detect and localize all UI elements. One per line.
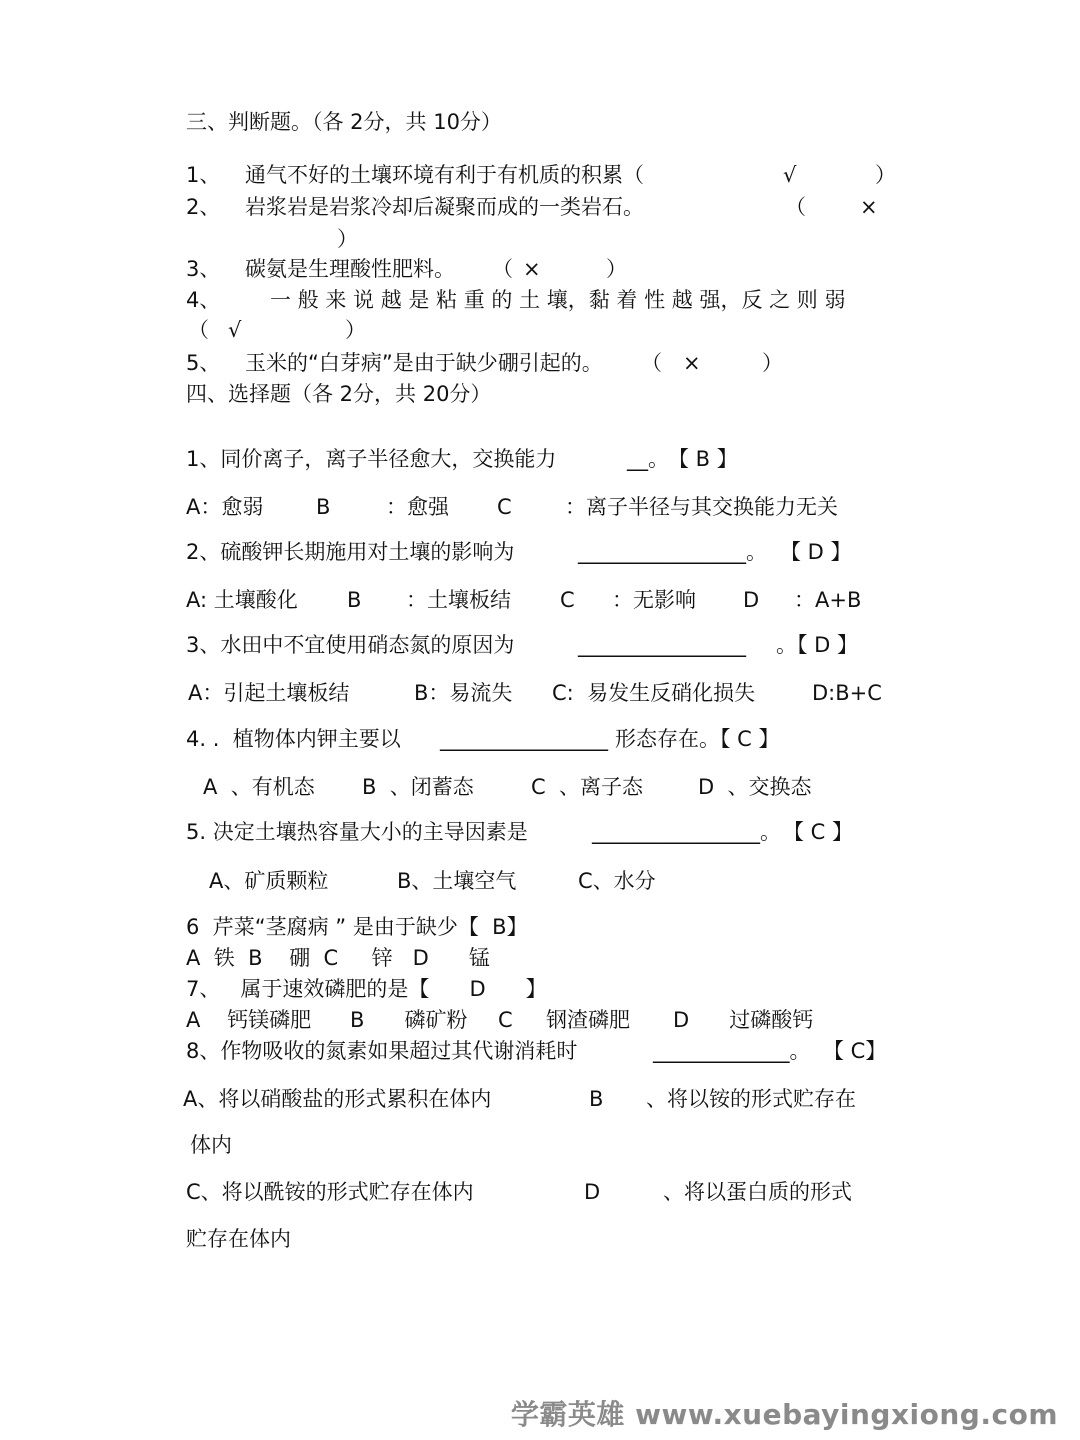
q4-8-blank: _____________。	[653, 1039, 811, 1063]
q4-7-option-b: B 磷矿粉	[350, 1008, 468, 1032]
q4-8-option-b-text: 、将以铵的形式贮存在	[646, 1087, 856, 1111]
q4-3-blank: ________________	[578, 633, 746, 657]
q4-4-option-c: C 、离子态	[531, 775, 644, 799]
q3-2-open: （	[785, 195, 806, 219]
q3-3-answer: ×	[523, 257, 541, 281]
q4-2-answer: 【 D 】	[780, 540, 852, 564]
q3-3-open: （	[492, 257, 513, 281]
q4-7-stem: 7、 属于速效磷肥的是【 D 】	[186, 977, 547, 1001]
q4-4-option-a: A 、有机态	[203, 775, 315, 799]
q4-2-option-c-letter: C	[560, 588, 575, 612]
q4-4-option-d: D 、交换态	[698, 775, 812, 799]
q4-8-option-d-text: 、将以蛋白质的形式	[663, 1180, 852, 1204]
q3-5-answer: ×	[683, 351, 701, 375]
q4-7-option-d: D 过磷酸钙	[673, 1008, 814, 1032]
q4-8-option-d-continuation: 贮存在体内	[186, 1227, 291, 1251]
q3-1-answer: √	[783, 163, 797, 187]
q3-2-close: ）	[337, 227, 358, 251]
q4-3-option-b: B：易流失	[414, 681, 513, 705]
q4-5-option-c: C、水分	[578, 869, 656, 893]
q4-2-stem: 2、硫酸钾长期施用对土壤的影响为	[186, 540, 515, 564]
q3-4-close: ）	[345, 318, 366, 342]
q3-3-close: ）	[606, 257, 627, 281]
q4-3-option-c: C: 易发生反硝化损失	[552, 681, 756, 705]
q4-5-option-a: A、矿质颗粒	[209, 869, 329, 893]
q4-5-option-b: B、土壤空气	[397, 869, 517, 893]
q4-3-option-a: A：引起土壤板结	[188, 681, 350, 705]
q4-2-blank: ________________。	[578, 540, 767, 564]
section4-heading: 四、选择题（各 2分，共 20分）	[186, 382, 492, 406]
q3-5-text: 玉米的“白芽病”是由于缺少硼引起的。	[245, 351, 603, 375]
q4-7-option-a: A 钙镁磷肥	[186, 1008, 312, 1032]
q4-2-option-b-letter: B	[347, 588, 362, 612]
q4-8-option-a: A、将以硝酸盐的形式累积在体内	[183, 1087, 492, 1111]
q4-1-answer: 【 B 】	[668, 447, 738, 471]
q4-5-stem: 5. 决定土壤热容量大小的主导因素是	[186, 820, 528, 844]
site-watermark: 学霸英雄 www.xuebayingxiong.com	[510, 1398, 1058, 1431]
q4-3-answer: 。【 D 】	[776, 633, 859, 657]
q4-2-option-d-letter: D	[743, 588, 760, 612]
q4-2-option-c-text: ：无影响	[612, 588, 696, 612]
q4-8-stem: 8、作物吸收的氮素如果超过其代谢消耗时	[186, 1039, 578, 1063]
q4-1-option-b-letter: B	[316, 495, 331, 519]
q4-1-option-b-text: ：愈强	[386, 495, 449, 519]
q4-3-option-d: D:B+C	[812, 681, 882, 705]
q4-5-answer: 【 C 】	[783, 820, 854, 844]
q4-1-option-a: A：愈弱	[186, 495, 264, 519]
q3-3-number: 3、	[186, 257, 221, 281]
q4-8-answer: 【 C】	[823, 1039, 887, 1063]
q3-4-number: 4、	[186, 288, 221, 312]
q4-4-suffix: 形态存在。【 C 】	[615, 727, 780, 751]
q4-6-options: A 铁 B 硼 C 锌 D 锰	[186, 946, 490, 970]
q4-5-blank: ________________。	[592, 820, 781, 844]
q3-5-close: ）	[762, 351, 783, 375]
q3-2-answer: ×	[860, 195, 878, 219]
q3-1-text: 通气不好的土壤环境有利于有机质的积累（	[245, 163, 644, 187]
q4-1-option-c-letter: C	[497, 495, 512, 519]
q4-8-option-b-continuation: 体内	[190, 1133, 232, 1157]
q4-1-blank: __。	[627, 447, 669, 471]
q4-4-option-b: B 、闭蓄态	[362, 775, 474, 799]
section3-heading: 三、判断题。（各 2分，共 10分）	[186, 110, 502, 134]
q4-7-option-c: C 钢渣磷肥	[498, 1008, 631, 1032]
q3-2-number: 2、	[186, 195, 221, 219]
q3-4-answer: √	[228, 318, 242, 342]
q4-1-option-c-text: ：离子半径与其交换能力无关	[565, 495, 838, 519]
q4-1-stem: 1、同价离子，离子半径愈大，交换能力	[186, 447, 557, 471]
q3-4-open: （	[188, 318, 209, 342]
q3-1-number: 1、	[186, 163, 221, 187]
q3-2-text: 岩浆岩是岩浆冷却后凝聚而成的一类岩石。	[245, 195, 644, 219]
q4-6-stem: 6 芹菜“茎腐病 ” 是由于缺少【 B】	[186, 915, 528, 939]
q3-4-text: 一 般 来 说 越 是 粘 重 的 土 壤，黏 着 性 越 强，反 之 则 弱	[270, 288, 846, 312]
q4-4-blank: ________________	[440, 727, 608, 751]
q3-5-open: （	[641, 351, 662, 375]
q4-8-option-b-letter: B	[589, 1087, 604, 1111]
q4-2-option-a: A: 土壤酸化	[186, 588, 298, 612]
q4-3-stem: 3、水田中不宜使用硝态氮的原因为	[186, 633, 515, 657]
q4-2-option-d-text: ：A+B	[794, 588, 862, 612]
q4-8-option-c: C、将以酰铵的形式贮存在体内	[186, 1180, 474, 1204]
q3-5-number: 5、	[186, 351, 221, 375]
q4-8-option-d-letter: D	[584, 1180, 601, 1204]
q4-2-option-b-text: ：土壤板结	[406, 588, 511, 612]
q3-3-text: 碳氨是生理酸性肥料。	[245, 257, 455, 281]
q4-4-stem: 4. . 植物体内钾主要以	[186, 727, 401, 751]
q3-1-close: ）	[875, 163, 896, 187]
